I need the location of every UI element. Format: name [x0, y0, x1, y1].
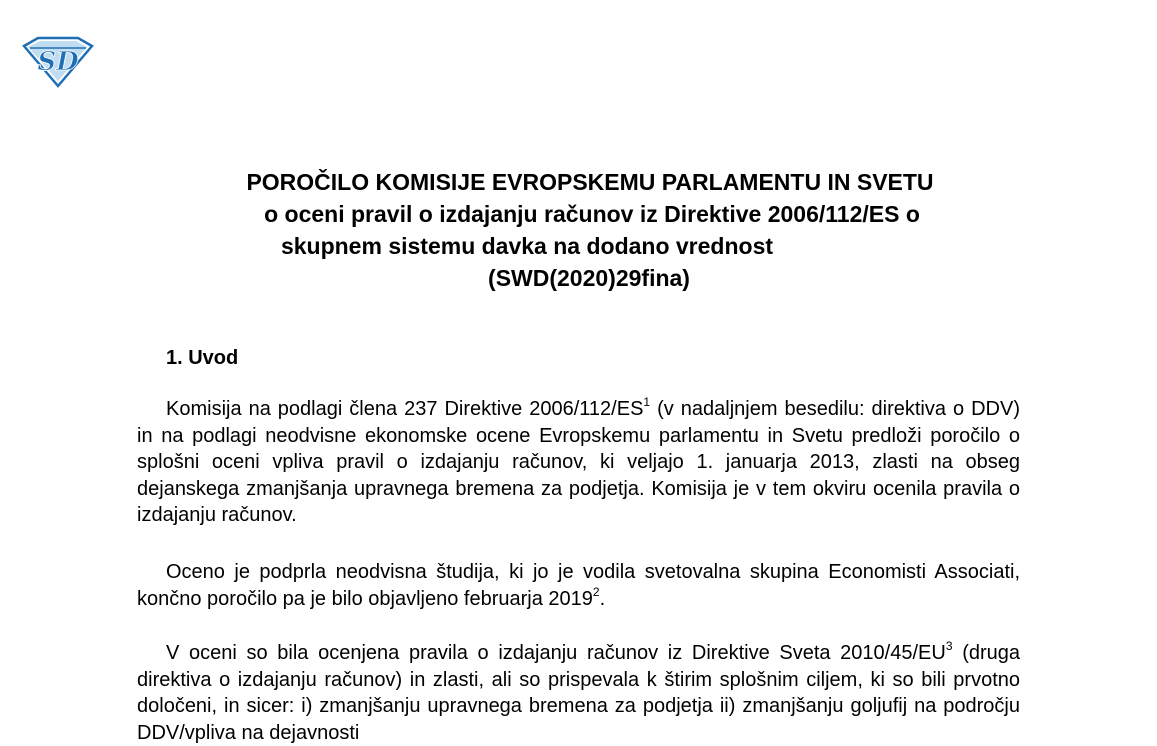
title-line-2: o oceni pravil o izdajanju računov iz Direktive 2006/112/ES o — [264, 201, 920, 227]
paragraph-3-text-b: (druga direktiva o izdajanju računov) in zlasti, ali so prispevala k štirim splošnim ciljem, ki so bili prvotno določeni, in sicer: i) zmanjšanju upravnega bremena za podjetja ii) zmanjšanju goljufij na področju DDV/vpliva na dejavnosti — [137, 642, 1021, 744]
title-line-1: POROČILO KOMISIJE EVROPSKEMU PARLAMENTU IN SVETU — [246, 169, 934, 195]
sd-shield-logo-icon — [20, 36, 94, 88]
paragraph-2-text-a: Oceno je podprla neodvisna študija, ki jo je vodila svetovalna skupina Economisti Associati, končno poročilo pa je bilo objavljeno februarja 2019 — [137, 561, 1020, 610]
footnote-ref-3[interactable]: 3 — [945, 639, 953, 653]
paragraph-2-text-b: . — [599, 587, 606, 610]
title-line-4: (SWD(2020)29fina) — [488, 265, 690, 291]
paragraph-1-text-a: Komisija na podlagi člena 237 Direktive 2006/112/ES — [166, 398, 644, 420]
paragraph-3 — [137, 640, 1020, 746]
footnote-ref-2[interactable]: 2 — [592, 584, 600, 599]
footnote-ref-1[interactable]: 1 — [643, 395, 651, 409]
document-title — [100, 166, 1080, 294]
title-line-3: skupnem sistemu davka na dodano vrednost — [280, 233, 774, 259]
logo-text: SD — [37, 47, 79, 77]
paragraph-1-text-b: (v nadaljnjem besedilu: direktiva o DDV) in na podlagi neodvisne ekonomske ocene Evropskemu parlamentu in Svetu predloži poročilo o splošni oceni vpliva pravil o izdajanju računov, ki veljajo 1. januarja 2013, zlasti na obseg dejanskega zmanjšanja upravnega bremena za podjetja. Komisija je v tem okviru ocenila pravila o izdajanju računov. — [137, 398, 1020, 527]
paragraph-3-text-a: V oceni so bila ocenjena pravila o izdajanju računov iz Direktive Sveta 2010/45/EU — [166, 642, 946, 664]
paragraph-2 — [137, 559, 1020, 612]
paragraph-1 — [137, 396, 1020, 529]
section-heading: 1. Uvod — [166, 347, 239, 369]
